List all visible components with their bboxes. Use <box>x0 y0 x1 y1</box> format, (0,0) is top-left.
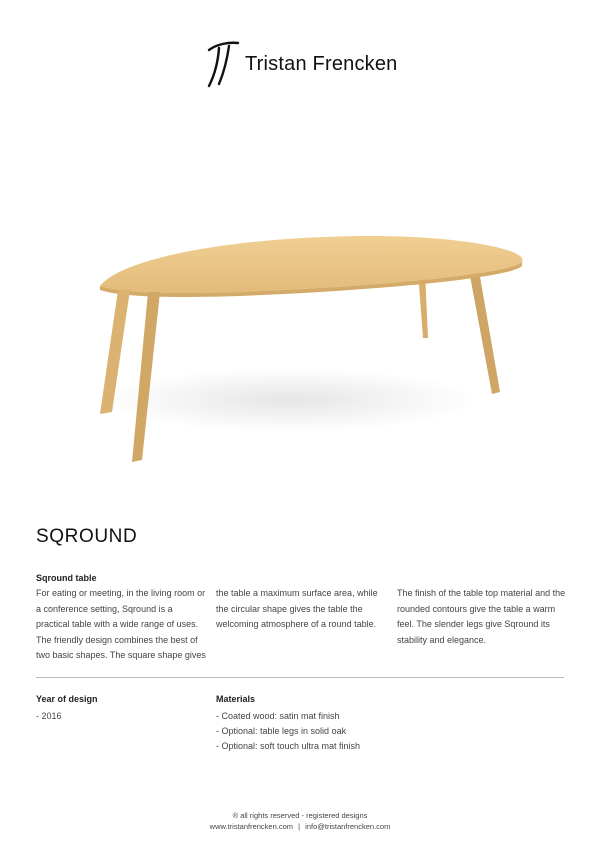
tf-signature-logo-icon <box>205 38 241 90</box>
material-item: - Coated wood: satin mat finish <box>216 711 340 721</box>
brand-name: Tristan Frencken <box>245 52 398 75</box>
table-shadow <box>100 368 480 432</box>
section-divider <box>36 677 564 678</box>
description-column-1: For eating or meeting, in the living room or a conference setting, Sqround is a practical table with a wide range of uses. The friendly design combines the best of two basic shapes. The square shape gives <box>36 588 206 660</box>
footer <box>0 810 600 832</box>
material-item: - Optional: table legs in solid oak <box>216 726 347 736</box>
footer-rights: ® all rights reserved - registered designs <box>232 811 368 820</box>
footer-separator: | <box>298 822 301 831</box>
year-value: - 2016 <box>36 711 62 721</box>
table-top <box>100 236 523 293</box>
table-leg <box>132 292 160 462</box>
table-leg <box>468 265 500 394</box>
product-subtitle: Sqround table <box>36 573 97 583</box>
footer-contact <box>0 821 600 832</box>
materials-label: Materials <box>216 694 256 704</box>
email-link[interactable]: info@tristanfrencken.com <box>305 822 391 831</box>
description-column-2: the table a maximum surface area, while the circular shape gives the table the welcoming atmosphere of a round table. <box>216 588 378 629</box>
material-item: - Optional: soft touch ultra mat finish <box>216 741 361 751</box>
description-column-3: The finish of the table top material and the rounded contours give the table a warm feel. The slender legs give Sqround its stability and elegance. <box>397 588 566 645</box>
oval-table-image <box>60 210 540 490</box>
website-link[interactable]: www.tristanfrencken.com <box>209 822 294 831</box>
brand-header <box>205 34 405 94</box>
product-title: SQROUND <box>36 526 138 547</box>
year-label: Year of design <box>36 694 98 704</box>
